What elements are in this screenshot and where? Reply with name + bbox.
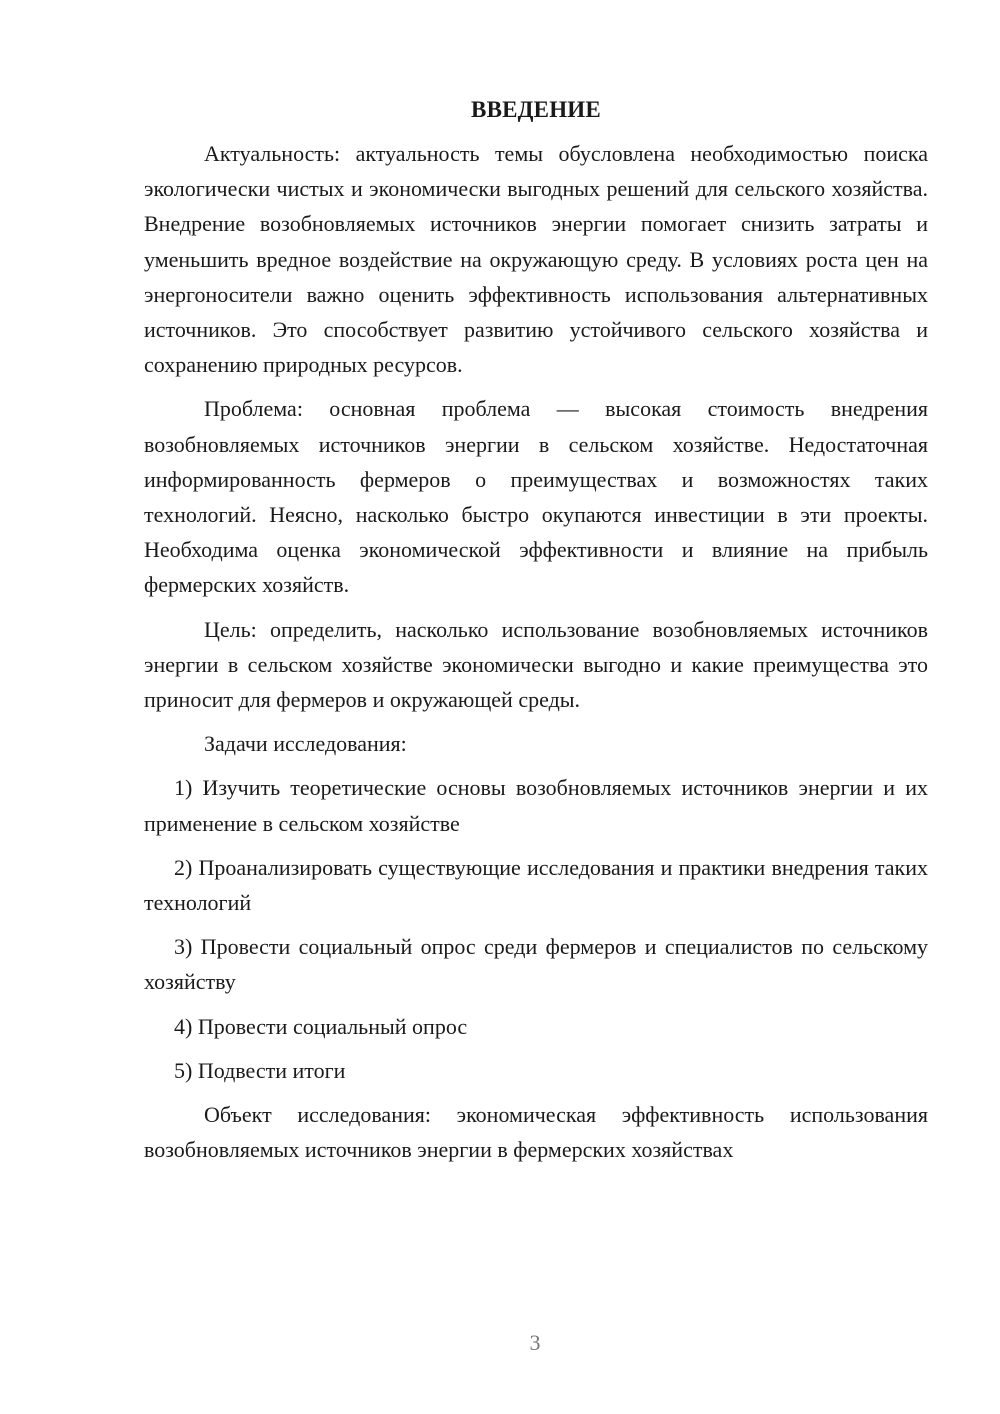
task-item-4: 4) Провести социальный опрос — [174, 1013, 468, 1039]
tasks-heading: Задачи исследования: — [204, 731, 407, 757]
page-title: ВВЕДЕНИЕ — [471, 97, 601, 122]
object-paragraph: Объект исследования: экономическая эффективность использования возобновляемых источников энергии в фермерских хозяйствах — [144, 1102, 928, 1163]
goal-paragraph: Цель: определить, насколько использование возобновляемых источников энергии в сельском хозяйстве экономически выгодно и какие преимущества это приносит для фермеров и окружающей среды. — [144, 616, 928, 713]
task-item-2: 2) Проанализировать существующие исследования и практики внедрения таких технологий — [144, 854, 928, 916]
page-number: 3 — [529, 1330, 541, 1355]
task-item-5: 5) Подвести итоги — [174, 1057, 346, 1083]
relevance-paragraph: Актуальность: актуальность темы обусловлена необходимостью поиска экологически чистых и экономически выгодных решений для сельского хозяйства. Внедрение возобновляемых источников энергии помогает снизить затраты и уменьшить вредное воздействие на окружающую среду. В условиях роста цен на энергоносители важно оценить эффективность использования альтернативных источников. Это способствует развитию устойчивого сельского хозяйства и сохранению природных ресурсов. — [144, 141, 928, 378]
problem-paragraph: Проблема: основная проблема — высокая стоимость внедрения возобновляемых источников энергии в сельском хозяйстве. Недостаточная информированность фермеров о преимуществах и возможностях таких технологий. Неясно, насколько быстро окупаются инвестиции в эти проекты. Необходима оценка экономической эффективности и влияние на прибыль фермерских хозяйств. — [144, 396, 928, 598]
task-item-3: 3) Провести социальный опрос среди фермеров и специалистов по сельскому хозяйству — [144, 934, 928, 995]
task-item-1: 1) Изучить теоретические основы возобновляемых источников энергии и их применение в сельском хозяйстве — [144, 775, 928, 836]
document-page — [144, 92, 928, 1176]
